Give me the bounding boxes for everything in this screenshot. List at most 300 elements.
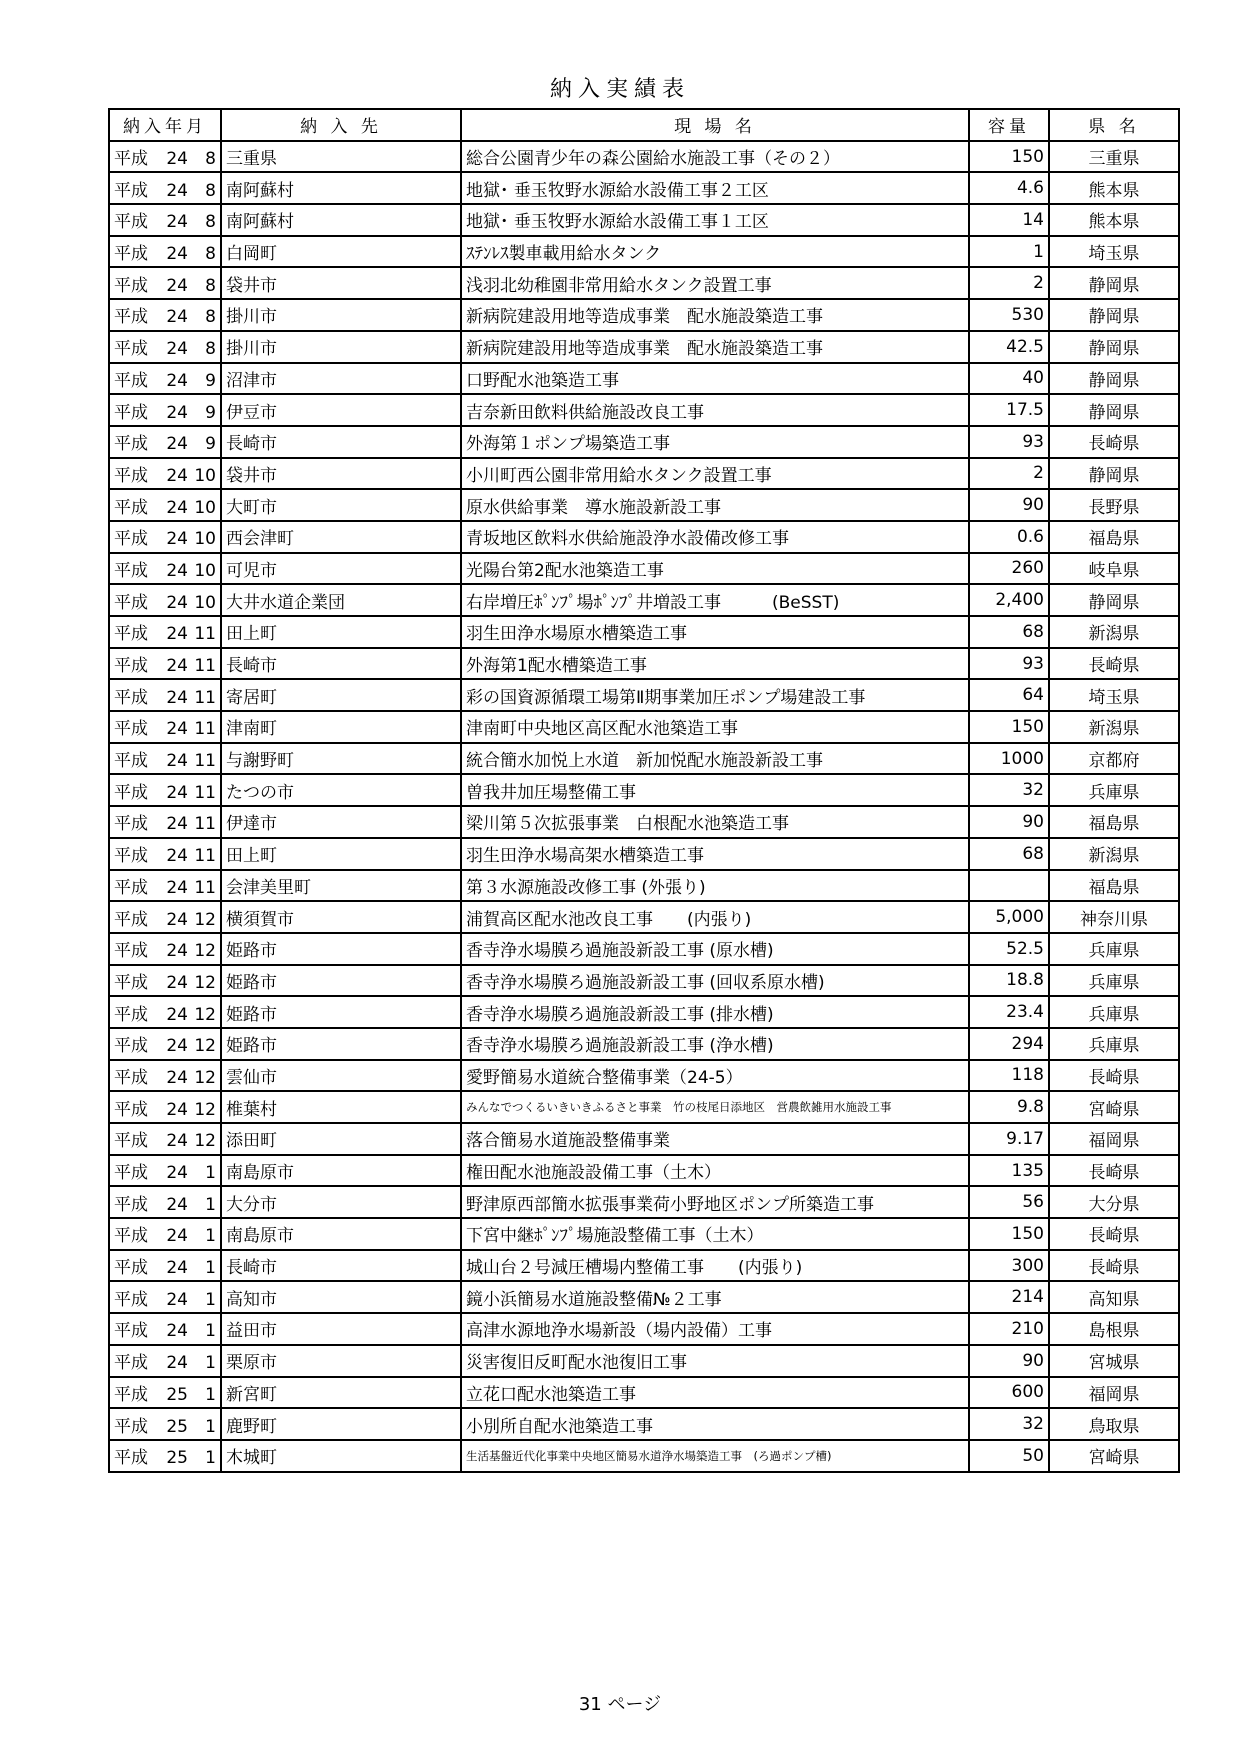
delivery-year: 24 xyxy=(166,1194,188,1215)
site-name-cell: 口野配水池築造工事 xyxy=(461,363,969,395)
prefecture-cell: 宮崎県 xyxy=(1049,1440,1179,1472)
site-name-cell: 地獄･ 垂玉牧野水源給水設備工事１工区 xyxy=(461,204,969,236)
delivery-month: 9 xyxy=(205,370,216,391)
capacity-cell: 5,000 xyxy=(969,901,1049,933)
delivery-date-cell xyxy=(109,394,221,426)
delivery-year: 24 xyxy=(166,1131,188,1152)
site-name-cell: 小別所自配水池築造工事 xyxy=(461,1408,969,1440)
capacity-cell: 56 xyxy=(969,1186,1049,1218)
header-site-name: 現 場 名 xyxy=(461,109,969,141)
delivery-date-cell xyxy=(109,426,221,458)
table-row xyxy=(109,901,1179,933)
destination-cell: 椎葉村 xyxy=(221,1091,461,1123)
delivery-era: 平成 xyxy=(114,529,148,550)
site-name-cell: 梁川第５次拡張事業 白根配水池築造工事 xyxy=(461,806,969,838)
delivery-date-cell xyxy=(109,141,221,173)
delivery-era: 平成 xyxy=(114,719,148,740)
site-name-cell: 地獄･ 垂玉牧野水源給水設備工事２工区 xyxy=(461,172,969,204)
destination-cell: 長崎市 xyxy=(221,1250,461,1282)
capacity-cell: 32 xyxy=(969,1408,1049,1440)
capacity-cell: 9.8 xyxy=(969,1091,1049,1123)
table-row xyxy=(109,965,1179,997)
capacity-cell: 93 xyxy=(969,648,1049,680)
prefecture-cell: 静岡県 xyxy=(1049,584,1179,616)
destination-cell: 伊豆市 xyxy=(221,394,461,426)
delivery-date-cell xyxy=(109,806,221,838)
destination-cell: 添田町 xyxy=(221,1123,461,1155)
destination-cell: 袋井市 xyxy=(221,458,461,490)
prefecture-cell: 福岡県 xyxy=(1049,1377,1179,1409)
table-row xyxy=(109,838,1179,870)
delivery-date-cell xyxy=(109,616,221,648)
destination-cell: 長崎市 xyxy=(221,648,461,680)
capacity-cell: 294 xyxy=(969,1028,1049,1060)
site-name-cell: 吉奈新田飲料供給施設改良工事 xyxy=(461,394,969,426)
prefecture-cell: 福島県 xyxy=(1049,806,1179,838)
delivery-month: 10 xyxy=(194,592,216,613)
delivery-era: 平成 xyxy=(114,1353,148,1374)
site-name-cell: 新病院建設用地等造成事業 配水施設築造工事 xyxy=(461,299,969,331)
table-row xyxy=(109,774,1179,806)
delivery-year: 24 xyxy=(166,149,188,170)
delivery-year: 24 xyxy=(166,751,188,772)
prefecture-cell: 三重県 xyxy=(1049,141,1179,173)
table-row xyxy=(109,1440,1179,1472)
site-name-cell: 生活基盤近代化事業中央地区簡易水道浄水場築造工事 (ろ過ポンプ槽) xyxy=(461,1440,969,1472)
delivery-month: 1 xyxy=(205,1289,216,1310)
site-name-cell: 青坂地区飲料水供給施設浄水設備改修工事 xyxy=(461,521,969,553)
site-name-cell: 統合簡水加悦上水道 新加悦配水施設新設工事 xyxy=(461,743,969,775)
prefecture-cell: 兵庫県 xyxy=(1049,965,1179,997)
table-row xyxy=(109,141,1179,173)
table-row xyxy=(109,236,1179,268)
delivery-month: 12 xyxy=(194,941,216,962)
table-row xyxy=(109,648,1179,680)
delivery-era: 平成 xyxy=(114,497,148,518)
delivery-date-cell xyxy=(109,1091,221,1123)
capacity-cell: 4.6 xyxy=(969,172,1049,204)
delivery-date-cell xyxy=(109,679,221,711)
delivery-date-cell xyxy=(109,1345,221,1377)
destination-cell: 三重県 xyxy=(221,141,461,173)
destination-cell: 袋井市 xyxy=(221,267,461,299)
delivery-month: 12 xyxy=(194,1036,216,1057)
delivery-month: 1 xyxy=(205,1321,216,1342)
prefecture-cell: 兵庫県 xyxy=(1049,933,1179,965)
prefecture-cell: 長崎県 xyxy=(1049,1250,1179,1282)
destination-cell: 白岡町 xyxy=(221,236,461,268)
capacity-cell: 260 xyxy=(969,553,1049,585)
delivery-date-cell xyxy=(109,331,221,363)
capacity-cell: 18.8 xyxy=(969,965,1049,997)
capacity-cell: 150 xyxy=(969,1218,1049,1250)
destination-cell: たつの市 xyxy=(221,774,461,806)
site-name-cell: 曽我井加圧場整備工事 xyxy=(461,774,969,806)
prefecture-cell: 鳥取県 xyxy=(1049,1408,1179,1440)
prefecture-cell: 静岡県 xyxy=(1049,331,1179,363)
capacity-cell: 1 xyxy=(969,236,1049,268)
table-row xyxy=(109,204,1179,236)
delivery-date-cell xyxy=(109,521,221,553)
table-row xyxy=(109,553,1179,585)
capacity-cell: 64 xyxy=(969,679,1049,711)
site-name-cell: 羽生田浄水場原水槽築造工事 xyxy=(461,616,969,648)
prefecture-cell: 岐阜県 xyxy=(1049,553,1179,585)
prefecture-cell: 兵庫県 xyxy=(1049,996,1179,1028)
delivery-date-cell xyxy=(109,204,221,236)
delivery-date-cell xyxy=(109,299,221,331)
delivery-date-cell xyxy=(109,1313,221,1345)
delivery-year: 24 xyxy=(166,180,188,201)
delivery-era: 平成 xyxy=(114,656,148,677)
delivery-month: 1 xyxy=(205,1226,216,1247)
delivery-month: 1 xyxy=(205,1416,216,1437)
delivery-month: 9 xyxy=(205,402,216,423)
destination-cell: 横須賀市 xyxy=(221,901,461,933)
capacity-cell: 530 xyxy=(969,299,1049,331)
capacity-cell: 118 xyxy=(969,1060,1049,1092)
delivery-era: 平成 xyxy=(114,1036,148,1057)
delivery-date-cell xyxy=(109,996,221,1028)
table-row xyxy=(109,489,1179,521)
capacity-cell: 90 xyxy=(969,1345,1049,1377)
destination-cell: 姫路市 xyxy=(221,996,461,1028)
delivery-year: 24 xyxy=(166,1004,188,1025)
delivery-month: 8 xyxy=(205,307,216,328)
site-name-cell: 総合公園青少年の森公園給水施設工事（その２） xyxy=(461,141,969,173)
destination-cell: 与謝野町 xyxy=(221,743,461,775)
destination-cell: 南島原市 xyxy=(221,1155,461,1187)
table-row xyxy=(109,267,1179,299)
delivery-date-cell xyxy=(109,1186,221,1218)
table-row xyxy=(109,1281,1179,1313)
prefecture-cell: 福島県 xyxy=(1049,870,1179,902)
prefecture-cell: 高知県 xyxy=(1049,1281,1179,1313)
prefecture-cell: 新潟県 xyxy=(1049,711,1179,743)
delivery-date-cell xyxy=(109,1218,221,1250)
table-row xyxy=(109,172,1179,204)
site-name-cell: 香寺浄水場膜ろ過施設新設工事 (浄水槽) xyxy=(461,1028,969,1060)
delivery-month: 8 xyxy=(205,275,216,296)
site-name-cell: 羽生田浄水場高架水槽築造工事 xyxy=(461,838,969,870)
capacity-cell: 50 xyxy=(969,1440,1049,1472)
delivery-month: 1 xyxy=(205,1163,216,1184)
destination-cell: 大井水道企業団 xyxy=(221,584,461,616)
delivery-date-cell xyxy=(109,1028,221,1060)
table-row xyxy=(109,1345,1179,1377)
delivery-month: 8 xyxy=(205,149,216,170)
prefecture-cell: 新潟県 xyxy=(1049,838,1179,870)
delivery-date-cell xyxy=(109,363,221,395)
table-row xyxy=(109,521,1179,553)
delivery-month: 10 xyxy=(194,529,216,550)
site-name-cell: 彩の国資源循環工場第Ⅱ期事業加圧ポンプ場建設工事 xyxy=(461,679,969,711)
delivery-era: 平成 xyxy=(114,560,148,581)
header-prefecture: 県 名 xyxy=(1049,109,1179,141)
delivery-era: 平成 xyxy=(114,1099,148,1120)
delivery-records-table xyxy=(108,108,1180,1473)
delivery-year: 24 xyxy=(166,782,188,803)
destination-cell: 姫路市 xyxy=(221,1028,461,1060)
delivery-era: 平成 xyxy=(114,782,148,803)
table-row xyxy=(109,394,1179,426)
capacity-cell: 42.5 xyxy=(969,331,1049,363)
delivery-year: 24 xyxy=(166,402,188,423)
site-name-cell: 鏡小浜簡易水道施設整備№２工事 xyxy=(461,1281,969,1313)
delivery-year: 24 xyxy=(166,972,188,993)
destination-cell: 掛川市 xyxy=(221,331,461,363)
delivery-month: 1 xyxy=(205,1353,216,1374)
delivery-month: 11 xyxy=(194,846,216,867)
delivery-era: 平成 xyxy=(114,339,148,360)
delivery-month: 11 xyxy=(194,624,216,645)
delivery-year: 25 xyxy=(166,1448,188,1469)
site-name-cell: 第３水源施設改修工事 (外張り) xyxy=(461,870,969,902)
table-row xyxy=(109,1408,1179,1440)
delivery-date-cell xyxy=(109,711,221,743)
delivery-date-cell xyxy=(109,1281,221,1313)
delivery-era: 平成 xyxy=(114,1163,148,1184)
delivery-month: 12 xyxy=(194,1131,216,1152)
header-delivery-date: 納入年月 xyxy=(109,109,221,141)
table-row xyxy=(109,363,1179,395)
delivery-year: 24 xyxy=(166,560,188,581)
delivery-month: 11 xyxy=(194,687,216,708)
site-name-cell: 右岸増圧ﾎﾟﾝﾌﾟ場ﾎﾟﾝﾌﾟ井増設工事 (BeSST) xyxy=(461,584,969,616)
destination-cell: 姫路市 xyxy=(221,965,461,997)
delivery-era: 平成 xyxy=(114,1131,148,1152)
site-name-cell: 香寺浄水場膜ろ過施設新設工事 (排水槽) xyxy=(461,996,969,1028)
delivery-era: 平成 xyxy=(114,751,148,772)
capacity-cell: 150 xyxy=(969,141,1049,173)
destination-cell: 田上町 xyxy=(221,616,461,648)
prefecture-cell: 静岡県 xyxy=(1049,363,1179,395)
destination-cell: 姫路市 xyxy=(221,933,461,965)
capacity-cell: 600 xyxy=(969,1377,1049,1409)
delivery-date-cell xyxy=(109,458,221,490)
capacity-cell: 300 xyxy=(969,1250,1049,1282)
destination-cell: 大分市 xyxy=(221,1186,461,1218)
capacity-cell: 68 xyxy=(969,838,1049,870)
delivery-era: 平成 xyxy=(114,624,148,645)
delivery-date-cell xyxy=(109,267,221,299)
delivery-year: 24 xyxy=(166,212,188,233)
capacity-cell: 1000 xyxy=(969,743,1049,775)
delivery-year: 24 xyxy=(166,1099,188,1120)
delivery-date-cell xyxy=(109,774,221,806)
capacity-cell: 150 xyxy=(969,711,1049,743)
table-row xyxy=(109,299,1179,331)
delivery-year: 24 xyxy=(166,370,188,391)
table-row xyxy=(109,1091,1179,1123)
delivery-date-cell xyxy=(109,1155,221,1187)
table-row xyxy=(109,1123,1179,1155)
header-destination: 納 入 先 xyxy=(221,109,461,141)
delivery-era: 平成 xyxy=(114,1226,148,1247)
site-name-cell: 光陽台第2配水池築造工事 xyxy=(461,553,969,585)
delivery-era: 平成 xyxy=(114,180,148,201)
delivery-era: 平成 xyxy=(114,434,148,455)
delivery-era: 平成 xyxy=(114,149,148,170)
capacity-cell: 2 xyxy=(969,267,1049,299)
capacity-cell: 2 xyxy=(969,458,1049,490)
site-name-cell: 下宮中継ﾎﾟﾝﾌﾟ場施設整備工事（土木） xyxy=(461,1218,969,1250)
delivery-era: 平成 xyxy=(114,212,148,233)
delivery-month: 1 xyxy=(205,1448,216,1469)
delivery-month: 11 xyxy=(194,814,216,835)
destination-cell: 鹿野町 xyxy=(221,1408,461,1440)
delivery-month: 10 xyxy=(194,465,216,486)
delivery-era: 平成 xyxy=(114,307,148,328)
delivery-date-cell xyxy=(109,1408,221,1440)
delivery-year: 24 xyxy=(166,497,188,518)
prefecture-cell: 静岡県 xyxy=(1049,394,1179,426)
destination-cell: 大町市 xyxy=(221,489,461,521)
delivery-date-cell xyxy=(109,1123,221,1155)
capacity-cell: 23.4 xyxy=(969,996,1049,1028)
delivery-era: 平成 xyxy=(114,877,148,898)
prefecture-cell: 兵庫県 xyxy=(1049,1028,1179,1060)
header-capacity: 容量 xyxy=(969,109,1049,141)
delivery-month: 12 xyxy=(194,972,216,993)
destination-cell: 沼津市 xyxy=(221,363,461,395)
delivery-month: 1 xyxy=(205,1384,216,1405)
delivery-date-cell xyxy=(109,553,221,585)
destination-cell: 高知市 xyxy=(221,1281,461,1313)
delivery-year: 24 xyxy=(166,624,188,645)
delivery-date-cell xyxy=(109,743,221,775)
delivery-date-cell xyxy=(109,1377,221,1409)
table-row xyxy=(109,584,1179,616)
table-row xyxy=(109,616,1179,648)
delivery-era: 平成 xyxy=(114,1004,148,1025)
destination-cell: 可児市 xyxy=(221,553,461,585)
delivery-month: 11 xyxy=(194,656,216,677)
capacity-cell: 40 xyxy=(969,363,1049,395)
table-row xyxy=(109,996,1179,1028)
delivery-year: 24 xyxy=(166,529,188,550)
destination-cell: 南阿蘇村 xyxy=(221,172,461,204)
prefecture-cell: 京都府 xyxy=(1049,743,1179,775)
table-row xyxy=(109,870,1179,902)
site-name-cell: 落合簡易水道施設整備事業 xyxy=(461,1123,969,1155)
destination-cell: 長崎市 xyxy=(221,426,461,458)
prefecture-cell: 長崎県 xyxy=(1049,1155,1179,1187)
delivery-year: 24 xyxy=(166,592,188,613)
capacity-cell: 0.6 xyxy=(969,521,1049,553)
delivery-month: 12 xyxy=(194,909,216,930)
delivery-year: 25 xyxy=(166,1384,188,1405)
destination-cell: 津南町 xyxy=(221,711,461,743)
delivery-date-cell xyxy=(109,965,221,997)
delivery-month: 11 xyxy=(194,719,216,740)
site-name-cell: 外海第1配水槽築造工事 xyxy=(461,648,969,680)
prefecture-cell: 宮城県 xyxy=(1049,1345,1179,1377)
site-name-cell: 愛野簡易水道統合整備事業（24-5） xyxy=(461,1060,969,1092)
delivery-era: 平成 xyxy=(114,592,148,613)
prefecture-cell: 神奈川県 xyxy=(1049,901,1179,933)
prefecture-cell: 熊本県 xyxy=(1049,204,1179,236)
delivery-date-cell xyxy=(109,172,221,204)
table-header-row xyxy=(109,109,1179,141)
prefecture-cell: 静岡県 xyxy=(1049,299,1179,331)
prefecture-cell: 長崎県 xyxy=(1049,648,1179,680)
site-name-cell: 津南町中央地区高区配水池築造工事 xyxy=(461,711,969,743)
delivery-era: 平成 xyxy=(114,1067,148,1088)
site-name-cell: 浦賀高区配水池改良工事 (内張り) xyxy=(461,901,969,933)
site-name-cell: ｽﾃﾝﾚｽ製車載用給水タンク xyxy=(461,236,969,268)
delivery-date-cell xyxy=(109,1250,221,1282)
page-number: 31 ページ xyxy=(578,1694,662,1715)
delivery-month: 8 xyxy=(205,339,216,360)
delivery-year: 24 xyxy=(166,1226,188,1247)
delivery-year: 24 xyxy=(166,1258,188,1279)
delivery-era: 平成 xyxy=(114,1321,148,1342)
table-row xyxy=(109,933,1179,965)
delivery-era: 平成 xyxy=(114,402,148,423)
delivery-month: 12 xyxy=(194,1004,216,1025)
delivery-year: 24 xyxy=(166,656,188,677)
prefecture-cell: 静岡県 xyxy=(1049,267,1179,299)
capacity-cell: 17.5 xyxy=(969,394,1049,426)
table-row xyxy=(109,458,1179,490)
delivery-date-cell xyxy=(109,1060,221,1092)
delivery-era: 平成 xyxy=(114,972,148,993)
site-name-cell: 香寺浄水場膜ろ過施設新設工事 (回収系原水槽) xyxy=(461,965,969,997)
delivery-era: 平成 xyxy=(114,1194,148,1215)
delivery-month: 11 xyxy=(194,877,216,898)
capacity-cell: 68 xyxy=(969,616,1049,648)
destination-cell: 伊達市 xyxy=(221,806,461,838)
delivery-year: 24 xyxy=(166,814,188,835)
destination-cell: 寄居町 xyxy=(221,679,461,711)
prefecture-cell: 埼玉県 xyxy=(1049,236,1179,268)
table-row xyxy=(109,806,1179,838)
destination-cell: 西会津町 xyxy=(221,521,461,553)
table-row xyxy=(109,426,1179,458)
table-row xyxy=(109,1218,1179,1250)
delivery-month: 8 xyxy=(205,212,216,233)
delivery-date-cell xyxy=(109,933,221,965)
table-row xyxy=(109,1377,1179,1409)
capacity-cell: 52.5 xyxy=(969,933,1049,965)
capacity-cell: 2,400 xyxy=(969,584,1049,616)
delivery-year: 24 xyxy=(166,339,188,360)
site-name-cell: 城山台２号減圧槽場内整備工事 (内張り) xyxy=(461,1250,969,1282)
table-row xyxy=(109,1313,1179,1345)
table-row xyxy=(109,711,1179,743)
destination-cell: 掛川市 xyxy=(221,299,461,331)
table-row xyxy=(109,1155,1179,1187)
delivery-year: 24 xyxy=(166,687,188,708)
table-row xyxy=(109,679,1179,711)
delivery-era: 平成 xyxy=(114,1258,148,1279)
table-body xyxy=(109,141,1179,1472)
table-row xyxy=(109,1028,1179,1060)
delivery-era: 平成 xyxy=(114,275,148,296)
destination-cell: 南阿蘇村 xyxy=(221,204,461,236)
delivery-year: 24 xyxy=(166,275,188,296)
delivery-era: 平成 xyxy=(114,244,148,265)
delivery-year: 24 xyxy=(166,1067,188,1088)
table-row xyxy=(109,1060,1179,1092)
prefecture-cell: 新潟県 xyxy=(1049,616,1179,648)
delivery-date-cell xyxy=(109,1440,221,1472)
prefecture-cell: 兵庫県 xyxy=(1049,774,1179,806)
prefecture-cell: 福島県 xyxy=(1049,521,1179,553)
delivery-era: 平成 xyxy=(114,909,148,930)
site-name-cell: 香寺浄水場膜ろ過施設新設工事 (原水槽) xyxy=(461,933,969,965)
